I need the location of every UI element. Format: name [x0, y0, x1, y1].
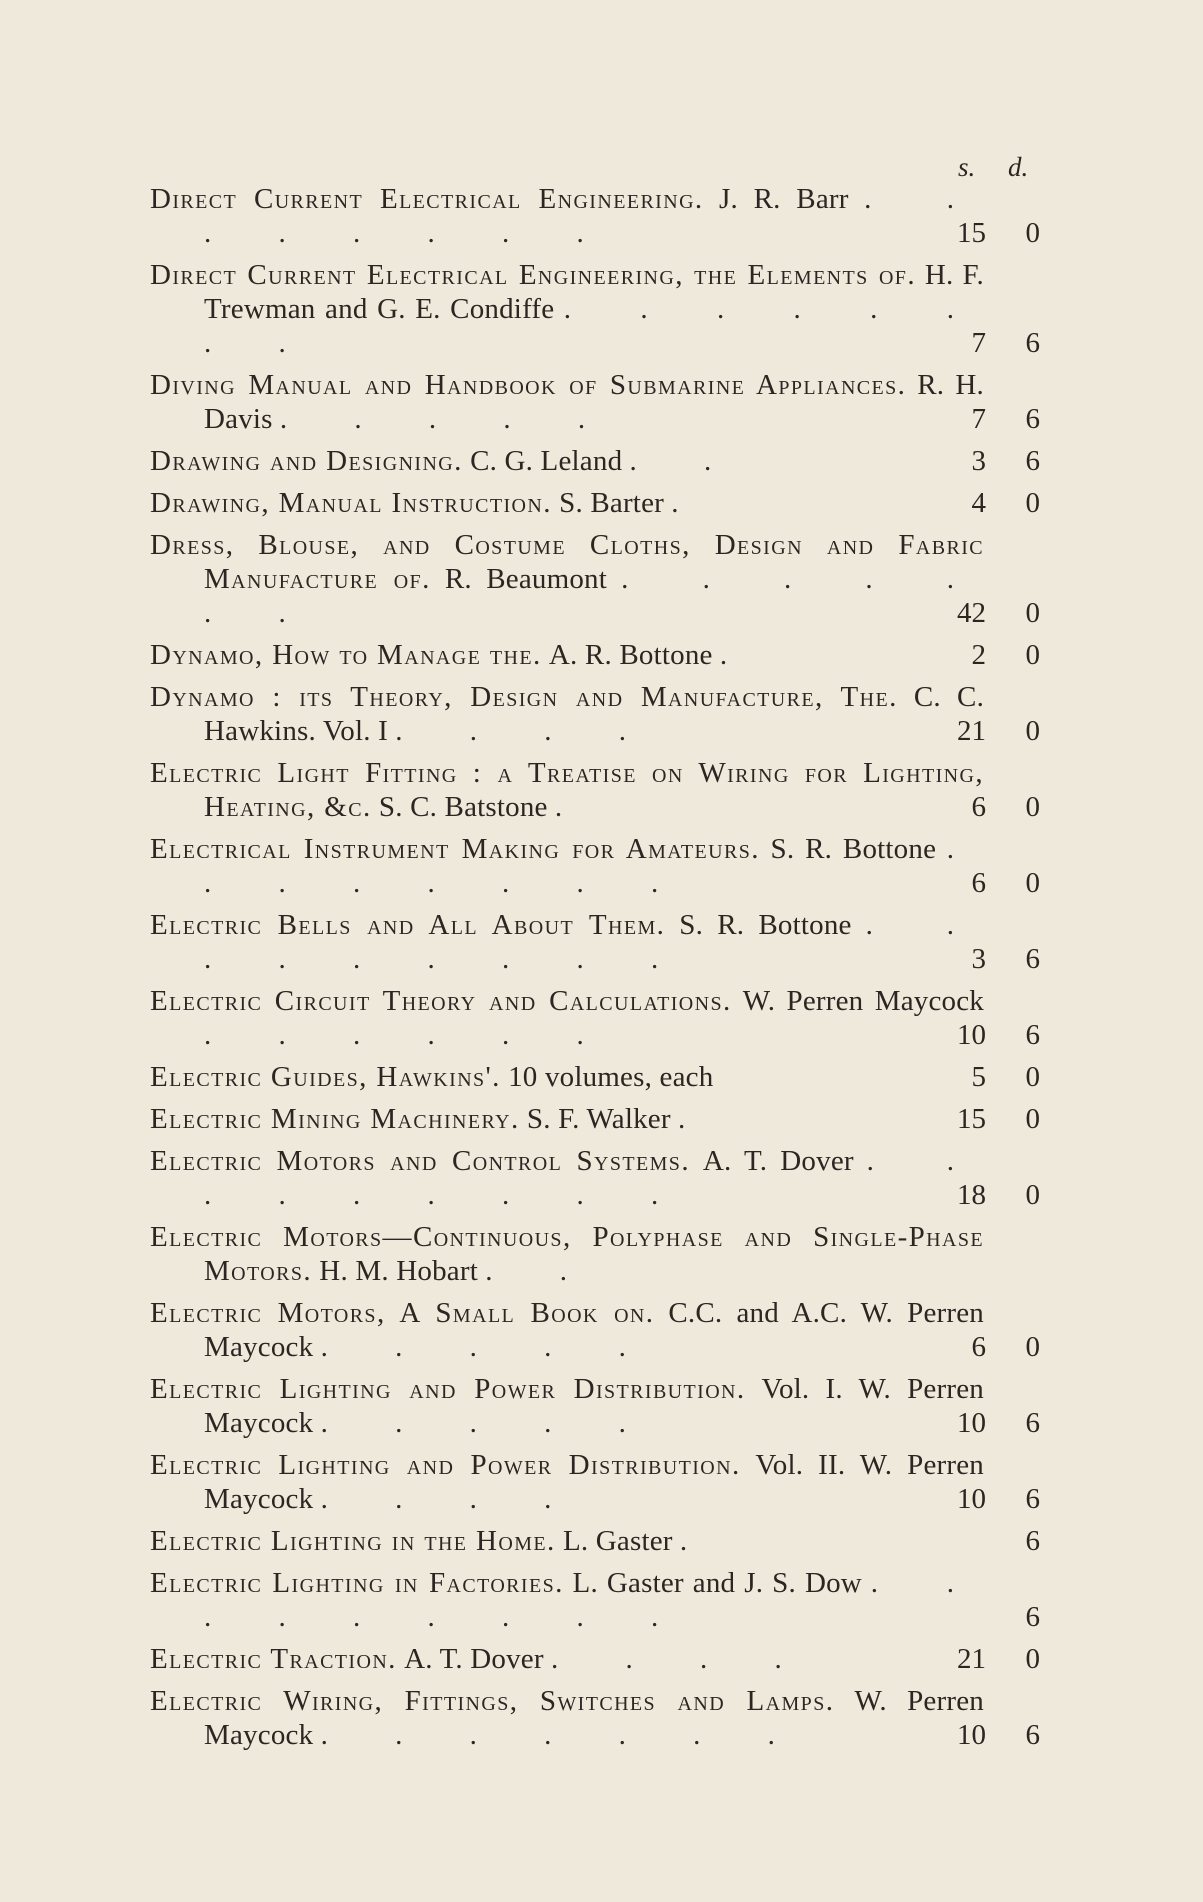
- entry-text: [150, 756, 984, 824]
- price-shillings: 21: [957, 715, 986, 747]
- book-title: Electric Motors—Continuous, Polyphase and Single-Phase Motors.: [150, 1221, 984, 1287]
- catalogue-entry: [150, 182, 1040, 250]
- book-title: Direct Current Electrical Engineering, the Elements of.: [150, 259, 916, 291]
- dot-leader: . . . . . . . .: [204, 833, 984, 899]
- book-title: Electric Lighting and Power Distribution.: [150, 1373, 746, 1405]
- book-title: Electric Light Fitting : a Treatise on Wiring for Lighting, Heating, &c.: [150, 757, 984, 823]
- price-pence: 6: [1025, 1483, 1040, 1515]
- book-title: Direct Current Electrical Engineering.: [150, 183, 704, 215]
- book-author: C. G. Leland: [470, 445, 623, 477]
- dot-leader: .: [671, 487, 709, 519]
- book-author: H. M. Hobart: [319, 1255, 478, 1287]
- catalogue-entry: [150, 832, 1040, 900]
- price-pence: 6: [1025, 445, 1040, 477]
- catalogue-entry: [150, 1296, 1040, 1364]
- price-pence: 0: [1025, 715, 1040, 747]
- price-pence: 6: [1025, 1407, 1040, 1439]
- entry-text: [150, 486, 984, 520]
- catalogue-entry: [150, 1684, 1040, 1752]
- catalogue-entry: [150, 1102, 1040, 1136]
- price-column-header: [150, 152, 1040, 182]
- book-title: Electric Circuit Theory and Calculations.: [150, 985, 732, 1017]
- dot-leader: . . . . . . .: [320, 1719, 805, 1751]
- book-author: Vol. I. W. Perren Maycock: [204, 1373, 984, 1439]
- entry-text: [150, 444, 984, 478]
- price-pence: 0: [1025, 1103, 1040, 1135]
- book-title: Electric Motors and Control Systems.: [150, 1145, 690, 1177]
- dot-leader: . . . . . . . . .: [204, 1145, 985, 1211]
- price-shillings: 21: [957, 1643, 986, 1675]
- price-pence: 0: [1025, 867, 1040, 899]
- entry-text: [150, 984, 984, 1052]
- book-author: L. Gaster and J. S. Dow: [572, 1567, 862, 1599]
- book-title: Electric Lighting in Factories.: [150, 1567, 564, 1599]
- dot-leader: . . . .: [320, 1483, 582, 1515]
- dot-leader: .: [677, 1103, 716, 1135]
- catalogue-entry: [150, 638, 1040, 672]
- price-pence: 0: [1025, 487, 1040, 519]
- dot-leader: . . . . . . . .: [204, 183, 985, 249]
- book-author: R. H. Davis: [204, 369, 984, 435]
- book-title: Electric Lighting in the Home.: [150, 1525, 556, 1557]
- catalogue-entry: [150, 908, 1040, 976]
- entry-text: [150, 832, 984, 900]
- price-pence: 0: [1025, 1061, 1040, 1093]
- book-author: S. F. Walker: [526, 1103, 671, 1135]
- dot-leader: .: [719, 639, 758, 671]
- price-shillings: 6: [971, 867, 986, 899]
- entry-text: [150, 1296, 984, 1364]
- entry-text: [150, 182, 984, 250]
- price-shillings: 18: [957, 1179, 986, 1211]
- catalogue-entry: [150, 984, 1040, 1052]
- price-pence: 0: [1025, 597, 1040, 629]
- price-shillings: 7: [971, 403, 986, 435]
- entry-text: [150, 1566, 984, 1634]
- price-pence: 0: [1025, 1331, 1040, 1363]
- catalogue-entry: [150, 368, 1040, 436]
- entry-text: [150, 680, 984, 748]
- dot-leader: .: [554, 791, 593, 823]
- book-title: Electric Traction.: [150, 1643, 397, 1675]
- price-shillings: 42: [957, 597, 986, 629]
- catalogue-entry: [150, 680, 1040, 748]
- dot-leader: . . . . .: [320, 1407, 656, 1439]
- price-shillings: 6: [971, 791, 986, 823]
- book-title: Electric Bells and All About Them.: [150, 909, 666, 941]
- book-title: Dynamo : its Theory, Design and Manufacture, The.: [150, 681, 898, 713]
- price-pence: 0: [1025, 1179, 1040, 1211]
- catalogue-entry: [150, 444, 1040, 478]
- dot-leader: . .: [485, 1255, 597, 1287]
- price-shillings: 7: [971, 327, 986, 359]
- catalogue-entry: [150, 1642, 1040, 1676]
- book-title: Electrical Instrument Making for Amateurs.: [150, 833, 760, 865]
- dot-leader: . . . . . . . .: [204, 293, 985, 359]
- price-pence: 6: [1025, 1719, 1040, 1751]
- catalogue-entry: [150, 1060, 1040, 1094]
- dot-leader: .: [679, 1525, 718, 1557]
- shillings-header: s.: [958, 152, 976, 182]
- price-shillings: 4: [971, 487, 986, 519]
- book-author: A. T. Dover: [702, 1145, 854, 1177]
- book-author: J. R. Barr: [719, 183, 849, 215]
- book-author: S. C. Batstone: [378, 791, 548, 823]
- price-shillings: 15: [957, 1103, 986, 1135]
- book-title: Dress, Blouse, and Costume Cloths, Design and Fabric Manufacture of.: [150, 529, 984, 595]
- price-pence: 6: [1025, 1601, 1040, 1633]
- dot-leader: . . . . . . .: [204, 563, 985, 629]
- price-pence: 0: [1025, 791, 1040, 823]
- book-author: W. Perren Maycock: [742, 985, 985, 1017]
- price-pence: 0: [1025, 217, 1040, 249]
- entry-text: [150, 1372, 984, 1440]
- book-title: Dynamo, How to Manage the.: [150, 639, 542, 671]
- catalogue-page: [150, 152, 1040, 1760]
- price-pence: 6: [1025, 1525, 1040, 1557]
- catalogue-entry: [150, 1448, 1040, 1516]
- price-pence: 6: [1025, 327, 1040, 359]
- book-title: Electric Mining Machinery.: [150, 1103, 520, 1135]
- price-pence: 0: [1025, 639, 1040, 671]
- entry-text: [150, 368, 984, 436]
- book-title: Drawing, Manual Instruction.: [150, 487, 552, 519]
- price-shillings: 6: [971, 1331, 986, 1363]
- book-title: Electric Guides, Hawkins'.: [150, 1061, 501, 1093]
- dot-leader: . . . .: [395, 715, 656, 747]
- catalogue-entry: [150, 258, 1040, 360]
- book-author: A. R. Bottone: [548, 639, 713, 671]
- entry-text: [150, 908, 984, 976]
- price-shillings: 10: [957, 1407, 986, 1439]
- price-shillings: 10: [957, 1019, 986, 1051]
- entry-text: [150, 638, 984, 672]
- entry-text: [150, 1060, 984, 1094]
- price-shillings: 2: [971, 639, 986, 671]
- book-title: Drawing and Designing.: [150, 445, 463, 477]
- catalogue-entry: [150, 1566, 1040, 1634]
- price-shillings: 10: [957, 1719, 986, 1751]
- dot-leader: . . . . .: [279, 403, 616, 435]
- entry-text: [150, 528, 984, 630]
- price-shillings: 10: [957, 1483, 986, 1515]
- entry-text: [150, 1220, 984, 1288]
- entry-text: [150, 1144, 984, 1212]
- book-author: L. Gaster: [562, 1525, 673, 1557]
- catalogue-entry: [150, 1524, 1040, 1558]
- entry-text: [150, 1102, 984, 1136]
- price-pence: 0: [1025, 1643, 1040, 1675]
- catalogue-entry-list: [150, 182, 1040, 1752]
- catalogue-entry: [150, 1372, 1040, 1440]
- book-author: R. Beaumont: [444, 563, 608, 595]
- entry-text: [150, 1684, 984, 1752]
- book-author: H. F. Trewman and G. E. Condiffe: [204, 259, 985, 325]
- book-title: Electric Wiring, Fittings, Switches and Lamps.: [150, 1685, 835, 1717]
- book-author: S. R. Bottone: [679, 909, 852, 941]
- price-shillings: 3: [971, 445, 986, 477]
- book-author: S. Barter: [559, 487, 664, 519]
- book-author: Vol. II. W. Perren Maycock: [204, 1449, 985, 1515]
- book-author: A. T. Dover: [404, 1643, 544, 1675]
- book-author: C.C. and A.C. W. Perren Maycock: [204, 1297, 985, 1363]
- book-author: S. R. Bottone: [770, 833, 937, 865]
- dot-leader: . .: [629, 445, 742, 477]
- book-author: 10 volumes, each: [508, 1061, 714, 1093]
- price-pence: 6: [1025, 403, 1040, 435]
- price-pence: 6: [1025, 943, 1040, 975]
- price-pence: 6: [1025, 1019, 1040, 1051]
- pence-header: d.: [1008, 152, 1029, 182]
- dot-leader: . . . . . . . . .: [204, 909, 985, 975]
- price-shillings: 15: [957, 217, 986, 249]
- entry-text: [150, 1524, 984, 1558]
- price-shillings: 3: [971, 943, 986, 975]
- entry-text: [150, 1642, 984, 1676]
- catalogue-entry: [150, 486, 1040, 520]
- catalogue-entry: [150, 528, 1040, 630]
- entry-text: [150, 1448, 984, 1516]
- book-title: Electric Lighting and Power Distribution.: [150, 1449, 741, 1481]
- catalogue-entry: [150, 1220, 1040, 1288]
- catalogue-entry: [150, 756, 1040, 824]
- dot-leader: . . . . . .: [204, 1019, 614, 1051]
- book-title: Electric Motors, A Small Book on.: [150, 1297, 655, 1329]
- catalogue-entry: [150, 1144, 1040, 1212]
- book-author: W. Perren Maycock: [204, 1685, 984, 1751]
- entry-text: [150, 258, 984, 360]
- dot-leader: . . . . . . . . .: [204, 1567, 985, 1633]
- book-title: Diving Manual and Handbook of Submarine Appliances.: [150, 369, 907, 401]
- dot-leader: . . . . .: [320, 1331, 656, 1363]
- dot-leader: . . . .: [550, 1643, 812, 1675]
- book-author: C. C. Hawkins. Vol. I: [204, 681, 985, 747]
- price-shillings: 5: [971, 1061, 986, 1093]
